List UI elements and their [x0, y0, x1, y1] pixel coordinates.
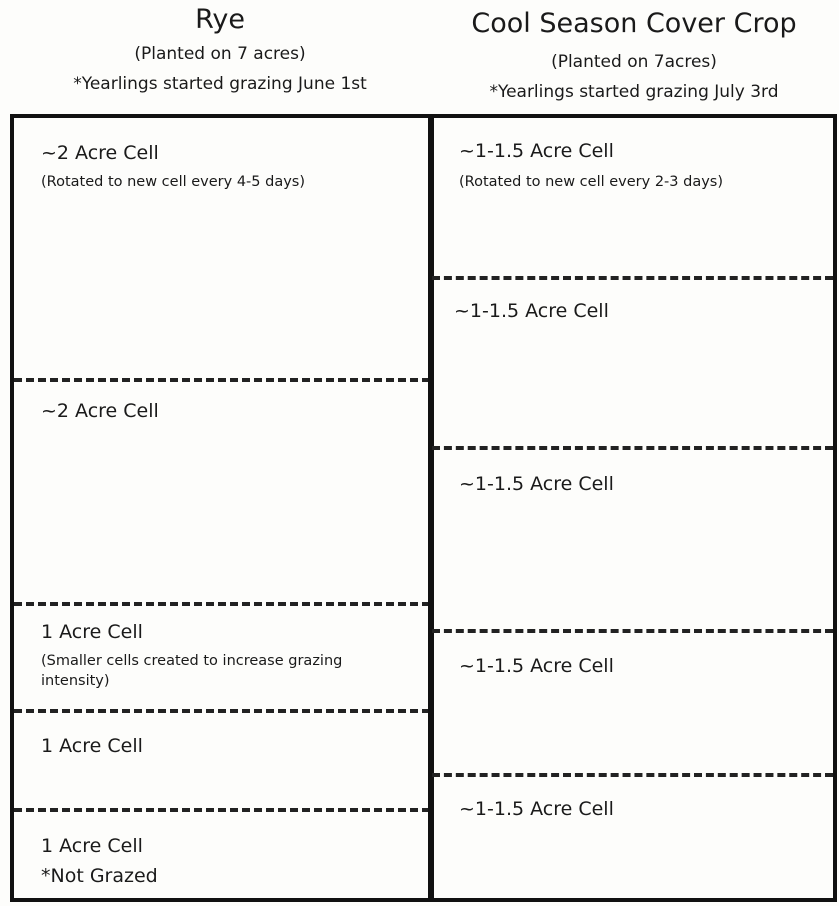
cover-divider-3 [432, 629, 833, 633]
rye-cell-4-label: 1 Acre Cell [41, 735, 143, 757]
rye-cell-1-note: (Rotated to new cell every 4-5 days) [41, 174, 305, 190]
rye-cell-3-label: 1 Acre Cell [41, 621, 143, 643]
rye-cell-2-label: ~2 Acre Cell [41, 400, 159, 422]
cover-cell-3-label: ~1-1.5 Acre Cell [459, 473, 614, 495]
cover-crop-subtitle: (Planted on 7acres) [551, 52, 717, 72]
rye-title: Rye [195, 4, 245, 35]
rye-cell-1-label: ~2 Acre Cell [41, 142, 159, 164]
rye-field [10, 114, 434, 902]
rye-cell-5-label: 1 Acre Cell [41, 835, 143, 857]
rye-cell-5-note: *Not Grazed [41, 865, 158, 887]
rye-divider-1 [14, 378, 430, 382]
cover-cell-4-label: ~1-1.5 Acre Cell [459, 655, 614, 677]
cover-cell-5-label: ~1-1.5 Acre Cell [459, 798, 614, 820]
cover-divider-4 [432, 773, 833, 777]
rye-grazing-note: *Yearlings started grazing June 1st [73, 74, 367, 94]
rye-divider-2 [14, 602, 430, 606]
cover-crop-title: Cool Season Cover Crop [471, 8, 797, 39]
rye-cell-3-note: (Smaller cells created to increase grazing intensity) [41, 653, 343, 690]
rye-subtitle: (Planted on 7 acres) [134, 44, 306, 64]
cover-cell-1-label: ~1-1.5 Acre Cell [459, 140, 614, 162]
rye-divider-4 [14, 808, 430, 812]
cover-crop-grazing-note: *Yearlings started grazing July 3rd [489, 82, 779, 102]
cover-cell-2-label: ~1-1.5 Acre Cell [454, 300, 609, 322]
rye-divider-3 [14, 709, 430, 713]
cover-divider-2 [432, 446, 833, 450]
cover-crop-field [428, 114, 837, 902]
cover-divider-1 [432, 276, 833, 280]
cover-cell-1-note: (Rotated to new cell every 2-3 days) [459, 174, 723, 190]
